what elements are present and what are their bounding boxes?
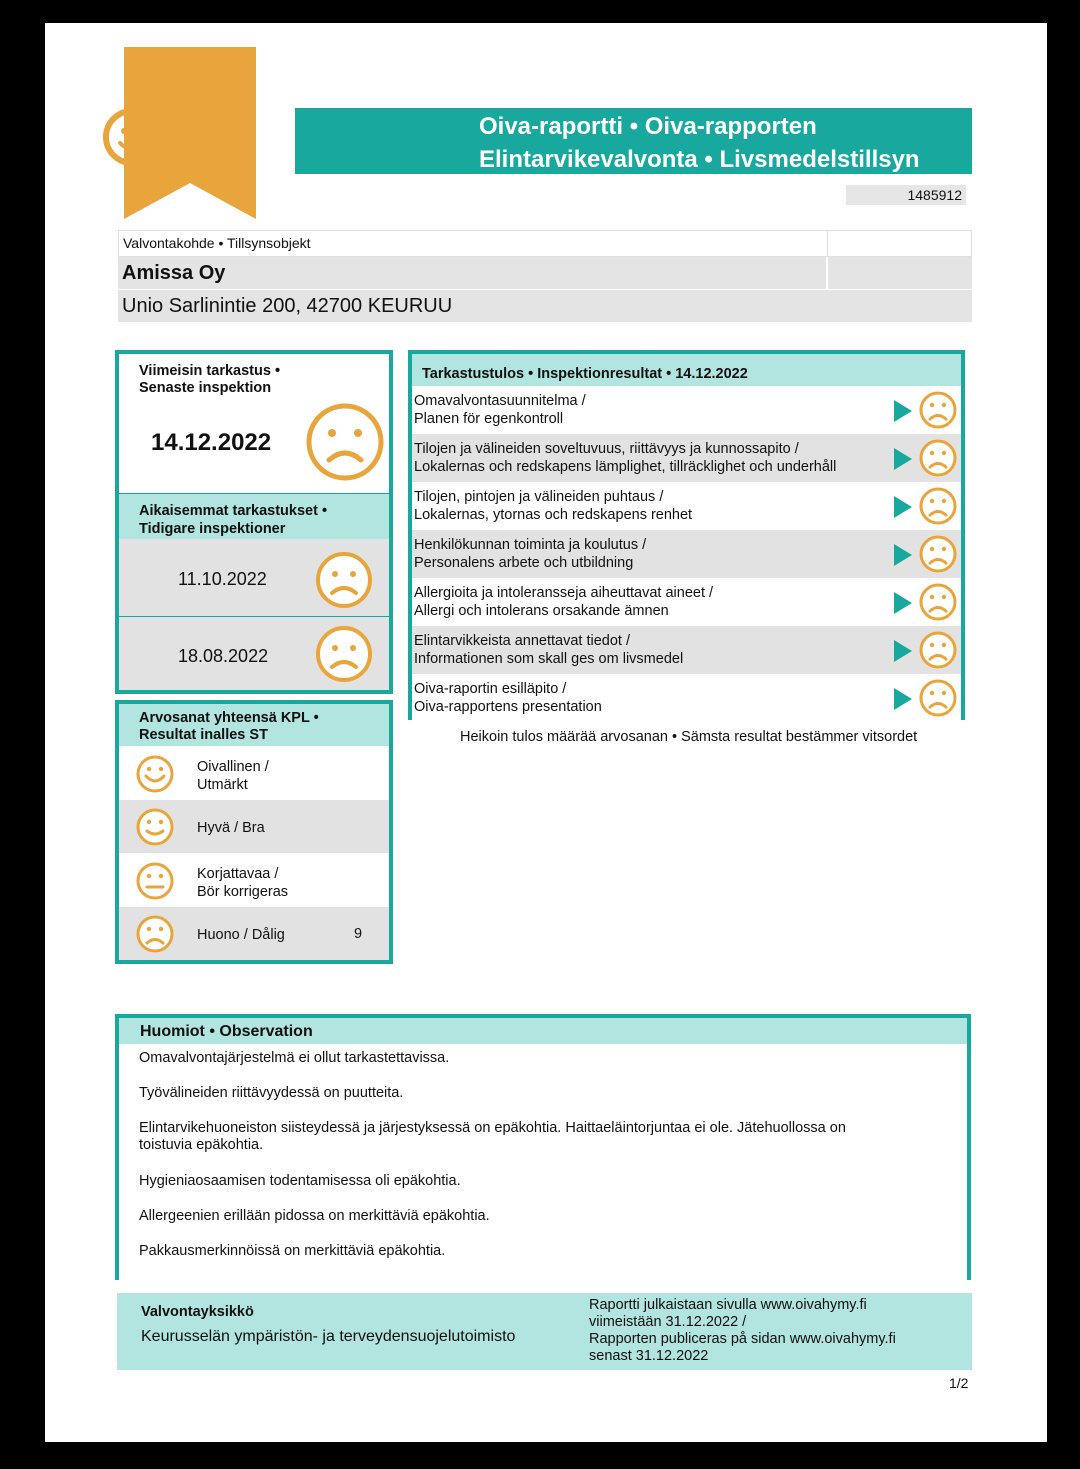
result-label-line2: Planen för egenkontroll <box>414 411 564 427</box>
result-label <box>414 392 586 428</box>
latest-heading-line1: Viimeisin tarkastus • <box>139 363 281 379</box>
report-title-line2: Elintarvikevalvonta • Livsmedelstillsyn <box>479 146 920 173</box>
observation-item: Allergeenien erillään pidossa on merkittäviä epäkohtia. <box>139 1208 490 1224</box>
grade-label-line2: Utmärkt <box>197 777 248 793</box>
report-title-line1: Oiva-raportti • Oiva-rapporten <box>479 113 817 140</box>
object-address: Unio Sarlinintie 200, 42700 KEURUU <box>118 289 972 322</box>
observation-item: Työvälineiden riittävyydessä on puutteita. <box>139 1085 404 1101</box>
result-label-line2: Personalens arbete och utbildning <box>414 555 634 571</box>
publication-line: viimeistään 31.12.2022 / <box>589 1314 747 1330</box>
publication-line: senast 31.12.2022 <box>589 1348 709 1364</box>
result-row <box>412 674 961 722</box>
results-heading-bar <box>412 354 961 386</box>
result-label-line1: Henkilökunnan toiminta ja koulutus / <box>414 537 647 553</box>
observation-item: Elintarvikehuoneiston siisteydessä ja järjestyksessä on epäkohtia. Haittaeläintorjuntaa ei ole. Jätehuollossa on toistuvia epäkohtia. <box>139 1120 846 1153</box>
grade-label-line1: Korjattavaa / <box>197 866 279 882</box>
sad-face-icon <box>305 402 385 482</box>
observations-heading: Huomiot • Observation <box>140 1023 313 1040</box>
publication-line: Raportti julkaistaan sivulla www.oivahymy.fi <box>589 1297 867 1313</box>
result-label-line1: Tilojen, pintojen ja välineiden puhtaus / <box>414 489 664 505</box>
inspection-object <box>118 230 972 322</box>
sad-face-icon <box>918 390 958 430</box>
sad-face-icon <box>918 630 958 670</box>
grade-row <box>119 746 389 800</box>
grades-box <box>115 700 393 964</box>
observation-item: Hygieniaosaamisen todentamisessa oli epäkohtia. <box>139 1173 461 1189</box>
result-row <box>412 434 961 482</box>
grade-row <box>119 907 389 960</box>
grades-heading-line1: Arvosanat yhteensä KPL • <box>139 710 319 726</box>
grade-label <box>197 758 269 794</box>
svg-text:iva: iva <box>164 111 250 177</box>
result-label <box>414 632 683 668</box>
result-row <box>412 530 961 578</box>
sad-face-icon <box>918 534 958 574</box>
publication-info <box>589 1297 896 1365</box>
report-page <box>45 23 1047 1442</box>
previous-inspection-row <box>119 617 389 690</box>
results-heading: Tarkastustulos • Inspektionresultat • 14.12.2022 <box>422 366 748 382</box>
play-arrow-icon[interactable] <box>894 400 912 422</box>
result-row <box>412 578 961 626</box>
sad-face-icon <box>918 438 958 478</box>
publication-line: Rapporten publiceras på sidan www.oivahymy.fi <box>589 1331 896 1347</box>
observation-item: Pakkausmerkinnöissä on merkittäviä epäkohtia. <box>139 1243 446 1259</box>
result-row <box>412 482 961 530</box>
result-label-line2: Informationen som skall ges om livsmedel <box>414 651 684 667</box>
grade-label-line1: Oivallinen / <box>197 759 269 775</box>
logo-mark <box>100 87 300 177</box>
page-number: 1/2 <box>949 1375 969 1391</box>
result-label-line1: Omavalvontasuunnitelma / <box>414 393 586 409</box>
document-id: 1485912 <box>846 185 966 205</box>
object-name-row <box>118 257 972 289</box>
previous-heading <box>119 493 389 540</box>
result-label-line2: Allergi och intolerans orsakande ämnen <box>414 603 669 619</box>
play-arrow-icon[interactable] <box>894 544 912 566</box>
neutral-face-icon <box>135 861 175 901</box>
grade-label-line2: Bör korrigeras <box>197 884 289 900</box>
grade-label <box>197 865 288 901</box>
previous-inspection-row <box>119 539 389 617</box>
grade-row <box>119 800 389 853</box>
result-label-line1: Tilojen ja välineiden soveltuvuus, riittävyys ja kunnossapito / <box>414 441 799 457</box>
inspection-results-box <box>408 350 965 720</box>
logo-ribbon-notch <box>124 183 256 219</box>
previous-date: 18.08.2022 <box>178 646 269 666</box>
inspection-history-box <box>115 350 393 694</box>
control-unit-name: Keurusselän ympäristön- ja terveydensuojelutoimisto <box>141 1328 516 1345</box>
previous-date: 11.10.2022 <box>178 569 267 589</box>
play-arrow-icon[interactable] <box>894 496 912 518</box>
sad-face-icon <box>315 625 373 683</box>
footer-band <box>117 1293 972 1370</box>
observations-box <box>115 1014 971 1280</box>
result-label-line2: Lokalernas, ytornas och redskapens renhet <box>414 507 693 523</box>
result-label <box>414 440 836 476</box>
result-row <box>412 626 961 674</box>
result-label <box>414 488 692 524</box>
observation-item: Omavalvontajärjestelmä ei ollut tarkastettavissa. <box>139 1050 450 1066</box>
result-row <box>412 386 961 434</box>
very-happy-face-icon <box>135 754 175 794</box>
play-arrow-icon[interactable] <box>894 640 912 662</box>
sad-face-icon <box>918 582 958 622</box>
result-label <box>414 680 602 716</box>
object-label: Valvontakohde • Tillsynsobjekt <box>123 235 311 251</box>
object-name: Amissa Oy <box>122 262 226 284</box>
sad-face-icon <box>918 486 958 526</box>
result-label-line1: Elintarvikkeista annettavat tiedot / <box>414 633 631 649</box>
play-arrow-icon[interactable] <box>894 688 912 710</box>
result-label <box>414 584 713 620</box>
result-label-line1: Oiva-raportin esilläpito / <box>414 681 567 697</box>
object-label-row <box>118 230 972 257</box>
observations-heading-bar <box>119 1018 967 1044</box>
sad-face-icon <box>315 551 373 609</box>
latest-date: 14.12.2022 <box>151 429 272 456</box>
control-unit-label: Valvontayksikkö <box>141 1304 254 1320</box>
sad-face-icon <box>135 914 175 954</box>
grade-count: 9 <box>354 926 363 942</box>
play-arrow-icon[interactable] <box>894 592 912 614</box>
latest-heading-line2: Senaste inspektion <box>139 380 272 396</box>
result-label-line2: Lokalernas och redskapens lämplighet, tillräcklighet och underhåll <box>414 459 837 475</box>
results-footnote: Heikoin tulos määrää arvosanan • Sämsta resultat bestämmer vitsordet <box>460 729 918 745</box>
result-label <box>414 536 646 572</box>
grade-row <box>119 853 389 907</box>
result-label-line1: Allergioita ja intoleransseja aiheuttavat aineet / <box>414 585 714 601</box>
latest-heading <box>139 363 280 397</box>
grade-label: Hyvä / Bra <box>197 820 265 836</box>
previous-heading-line2: Tidigare inspektioner <box>139 521 286 537</box>
previous-heading-line1: Aikaisemmat tarkastukset • <box>139 503 328 519</box>
result-label-line2: Oiva-rapportens presentation <box>414 699 602 715</box>
sad-face-icon <box>918 678 958 718</box>
grades-heading-line2: Resultat inalles ST <box>139 727 268 743</box>
report-title-banner <box>295 108 972 174</box>
play-arrow-icon[interactable] <box>894 448 912 470</box>
grades-heading <box>119 704 389 746</box>
grade-label: Huono / Dålig <box>197 927 285 943</box>
happy-face-icon <box>135 807 175 847</box>
